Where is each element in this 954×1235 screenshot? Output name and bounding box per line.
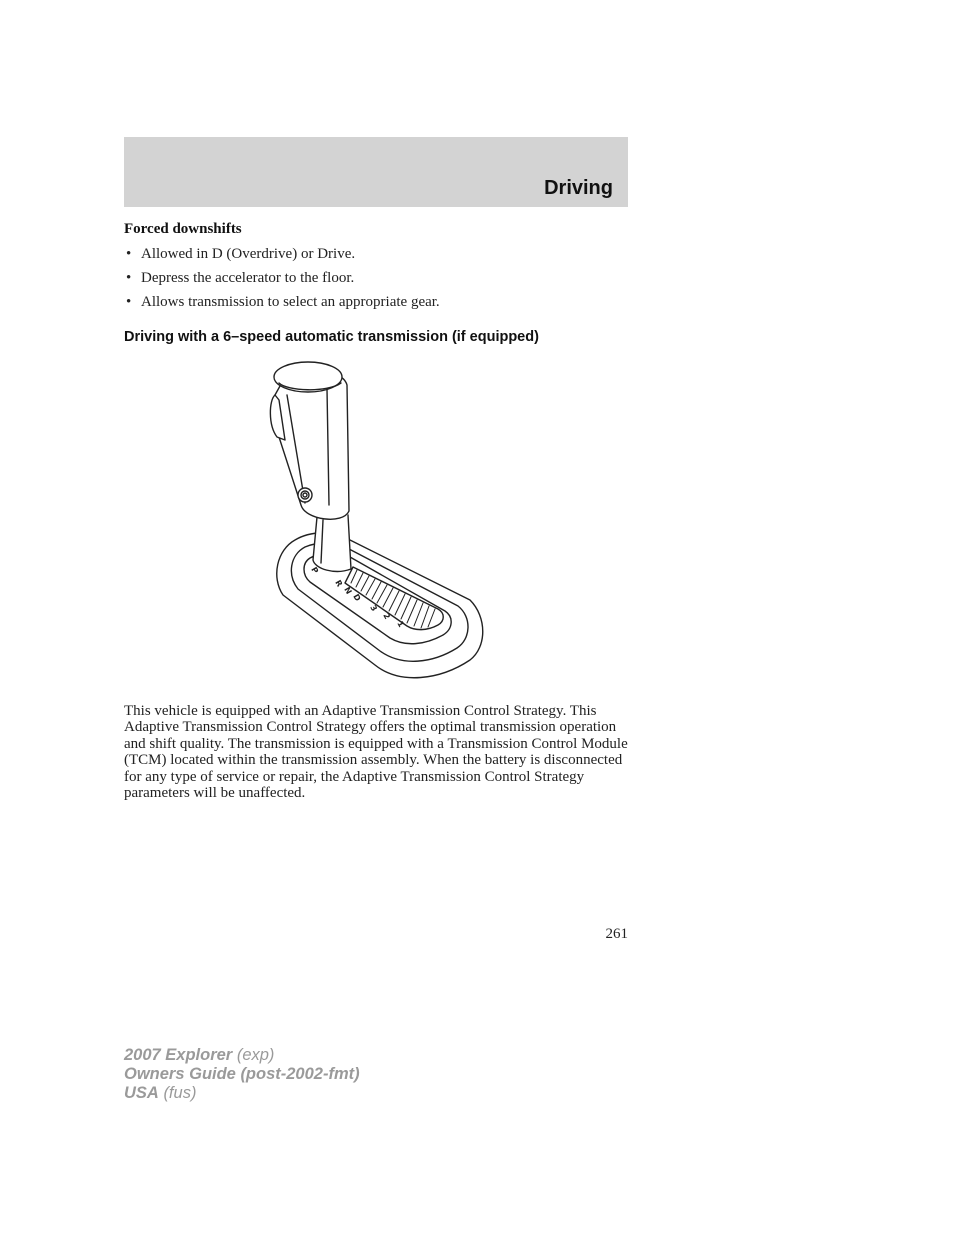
page-number: 261	[605, 926, 628, 942]
footer-line-model: 2007 Explorer (exp)	[124, 1046, 275, 1064]
chapter-title: Driving	[544, 177, 613, 199]
footer-line-guide: Owners Guide (post-2002-fmt)	[124, 1065, 360, 1083]
body-paragraph: This vehicle is equipped with an Adaptive Transmission Control Strategy. This Adaptive Transmission Control Strategy offers the optimal transmission operation and shift quality. The transmission is equipped with a Transmission Control Module (TCM) located within the transmission assembly. When the battery is disconnected for any type of service or repair, the Adaptive Transmission Control Strategy parameters will be unaffected.	[124, 703, 628, 802]
gear-label-d: D	[351, 592, 363, 603]
list-item: • Depress the accelerator to the floor.	[126, 270, 355, 286]
list-item: • Allows transmission to select an appropriate gear.	[126, 294, 440, 310]
bullet-icon: •	[126, 294, 132, 310]
bullet-icon: •	[126, 270, 132, 286]
bullet-list	[124, 244, 440, 316]
bullet-icon: •	[126, 246, 132, 262]
gear-label-n: N	[342, 585, 354, 596]
document-footer	[124, 1046, 360, 1103]
subsection-heading: Driving with a 6–speed automatic transmission (if equipped)	[124, 329, 539, 345]
gear-shifter-illustration	[265, 355, 490, 685]
gear-label-3: 3	[368, 603, 379, 613]
gear-label-p: P	[309, 565, 320, 576]
gear-label-r: R	[333, 578, 345, 589]
chapter-header	[124, 137, 628, 207]
footer-line-market: USA (fus)	[124, 1084, 197, 1102]
gear-label-2: 2	[381, 611, 392, 621]
gear-label-1: 1	[395, 619, 406, 629]
section-heading: Forced downshifts	[124, 221, 242, 237]
list-item: • Allowed in D (Overdrive) or Drive.	[126, 246, 356, 262]
